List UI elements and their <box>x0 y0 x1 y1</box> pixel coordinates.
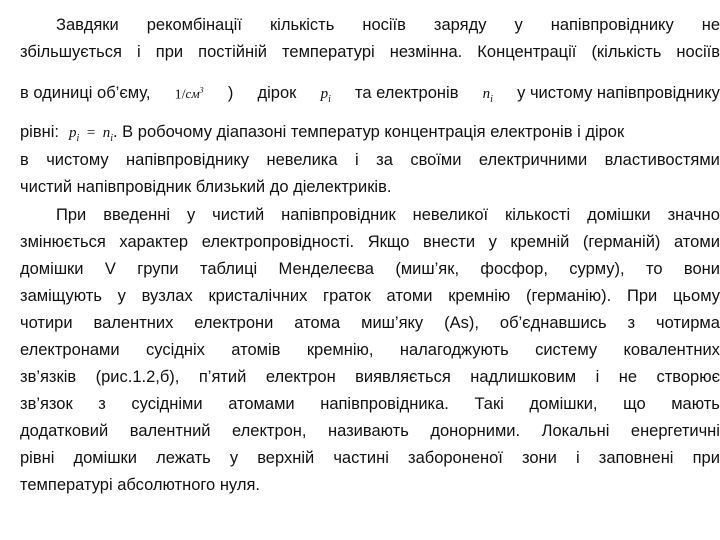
word: носіїв <box>676 43 720 61</box>
word: своїми <box>410 151 462 169</box>
unit-fraction <box>175 80 204 106</box>
word: при <box>155 43 184 61</box>
word: верхній <box>257 449 315 467</box>
p1-line-4-text-b: . В робочому діапазоні температур концентрація електронів і дірок <box>113 123 625 141</box>
word: надлишковим <box>470 368 577 386</box>
word: не <box>701 16 720 34</box>
word: (германій) <box>582 233 661 251</box>
word: ковалентних <box>623 341 720 359</box>
word: і <box>576 449 580 467</box>
word: електрон <box>265 368 336 386</box>
word: таблиці <box>199 260 258 278</box>
unit-numerator: 1/ <box>174 87 186 103</box>
word: у <box>514 16 523 34</box>
word: невелика <box>266 151 338 169</box>
word: мають <box>671 395 720 413</box>
word: що <box>623 395 646 413</box>
word: електропровідності. <box>201 233 355 251</box>
p1-line-3-text-a: в одиниці об’єму, <box>20 84 151 103</box>
word: п’ятий <box>198 368 247 386</box>
word: при <box>692 449 720 467</box>
word: домішки <box>73 449 137 467</box>
word: з <box>627 314 636 332</box>
word: зони <box>522 449 557 467</box>
word: цьому <box>672 287 720 305</box>
word: напівпровіднику <box>550 16 674 34</box>
word: носіїв <box>362 16 406 34</box>
p1-line-3-text-d: та електронів <box>355 84 459 103</box>
word: атоми <box>673 233 720 251</box>
word: домішки, <box>529 395 598 413</box>
word: електрон, <box>232 422 307 440</box>
word: у <box>488 233 497 251</box>
word: атоми <box>386 287 433 305</box>
word: рекомбінації <box>146 16 242 34</box>
word: (рис.1.2,б), <box>95 368 180 386</box>
word: змінюється <box>20 233 106 251</box>
p1-line-3-text-e: у чистому напівпровіднику <box>517 84 720 103</box>
word: зв’язків <box>20 368 77 386</box>
word: електрони <box>194 314 274 332</box>
p2-line-3 <box>20 258 720 280</box>
word: напівпровіднику <box>126 151 250 169</box>
word: V <box>104 260 116 278</box>
document-page <box>20 14 720 534</box>
word: називають <box>328 422 409 440</box>
word: заряду <box>433 16 487 34</box>
word: з <box>98 395 106 413</box>
word: створює <box>656 368 720 386</box>
p1-line-3-text-c: дірок <box>257 84 297 103</box>
word: збільшується <box>20 43 122 61</box>
word: Якщо <box>367 233 410 251</box>
p2-line-11 <box>20 474 720 496</box>
p1-line-4 <box>20 121 720 143</box>
word: чистий <box>212 206 265 224</box>
word: миш’яку <box>361 314 424 332</box>
word: електронами <box>20 341 120 359</box>
word: Такі <box>474 395 504 413</box>
word: постійній <box>198 43 267 61</box>
word: і <box>595 368 600 386</box>
word: При <box>56 206 87 224</box>
word: групи <box>137 260 179 278</box>
word: в <box>20 151 29 169</box>
word: зв’язок <box>20 395 73 413</box>
word: і <box>137 43 141 61</box>
p2-line-2 <box>20 231 720 253</box>
word: виявляється <box>355 368 451 386</box>
p1-line-3 <box>20 80 720 106</box>
word: температурі <box>282 43 375 61</box>
p1-line-5 <box>20 149 720 171</box>
unit-denominator: $см^3$ <box>185 86 204 102</box>
word: кремнію <box>448 287 511 305</box>
word: кремній <box>510 233 570 251</box>
word: властивостями <box>604 151 720 169</box>
word: донорними. <box>430 422 521 440</box>
word: заміщують <box>20 287 102 305</box>
word: кількість <box>269 16 335 34</box>
word: сусідніх <box>146 341 205 359</box>
word: атомами <box>228 395 295 413</box>
p2-line-1 <box>20 204 720 226</box>
word: то <box>645 260 663 278</box>
p2-line-7 <box>20 366 720 388</box>
p2-line-10 <box>20 447 720 469</box>
p2-line-11-text: температурі абсолютного нуля. <box>20 476 260 494</box>
p2-line-4 <box>20 285 720 307</box>
word: у <box>186 206 196 224</box>
word: електричними <box>478 151 588 169</box>
word: чистому <box>46 151 109 169</box>
word: не <box>618 368 637 386</box>
word: граток <box>323 287 371 305</box>
p1-line-1 <box>20 14 720 36</box>
word: невеликої <box>412 206 489 224</box>
p1-line-6 <box>20 176 720 198</box>
word: домішки <box>20 260 84 278</box>
word: характер <box>119 233 189 251</box>
word: сусідніми <box>131 395 203 413</box>
electron-concentration-symbol: $n_i$ <box>482 86 493 106</box>
word: фосфор, <box>480 260 548 278</box>
word: об’єднавшись <box>499 314 607 332</box>
p2-line-5 <box>20 312 720 334</box>
word: Менделеєва <box>278 260 374 278</box>
word: заповнені <box>598 449 674 467</box>
p1-line-4-text-a: рівні: <box>20 123 59 141</box>
word: внести <box>422 233 476 251</box>
word: забороненої <box>408 449 503 467</box>
word: додатковий <box>20 422 109 440</box>
word: напівпровідник <box>281 206 396 224</box>
word: і <box>355 151 359 169</box>
word: вузлах <box>141 287 193 305</box>
word: атомів <box>231 341 281 359</box>
word: (германію). <box>526 287 612 305</box>
word: у <box>229 449 239 467</box>
p2-line-8 <box>20 393 720 415</box>
word: валентних <box>93 314 174 332</box>
word: незмінна. <box>389 43 463 61</box>
p2-line-9 <box>20 420 720 442</box>
p1-line-2 <box>20 41 720 63</box>
word: чотирма <box>656 314 720 332</box>
p1-line-6-text: чистий напівпровідник близький до діелектриків. <box>20 178 392 196</box>
word: кристалічних <box>208 287 308 305</box>
hole-concentration-symbol: $p_i$ <box>320 86 331 106</box>
word: домішки <box>587 206 651 224</box>
word: (кількість <box>591 43 662 61</box>
word: систему <box>535 341 598 359</box>
p1-line-3-text-b: ) <box>227 84 234 103</box>
word: лежать <box>156 449 211 467</box>
equation-pi-equals-ni: $p_i = n_i$ <box>68 125 114 144</box>
p2-line-6 <box>20 339 720 361</box>
word: енергетичні <box>630 422 720 440</box>
word: введенні <box>103 206 171 224</box>
word: кремнію, <box>306 341 374 359</box>
word: сурму), <box>569 260 625 278</box>
word: у <box>117 287 126 305</box>
word: Концентрації <box>477 43 577 61</box>
word: частині <box>333 449 389 467</box>
word: валентний <box>129 422 211 440</box>
word: Завдяки <box>56 16 119 34</box>
word: за <box>376 151 393 169</box>
word: (As), <box>444 314 479 332</box>
word: чотири <box>20 314 73 332</box>
word: рівні <box>20 449 55 467</box>
word: Локальні <box>541 422 610 440</box>
word: вони <box>683 260 720 278</box>
word: (миш’як, <box>395 260 460 278</box>
word: значно <box>667 206 720 224</box>
word: атома <box>294 314 341 332</box>
word: налагоджують <box>399 341 509 359</box>
word: напівпровідника. <box>320 395 449 413</box>
word: При <box>626 287 658 305</box>
word: кількості <box>505 206 571 224</box>
